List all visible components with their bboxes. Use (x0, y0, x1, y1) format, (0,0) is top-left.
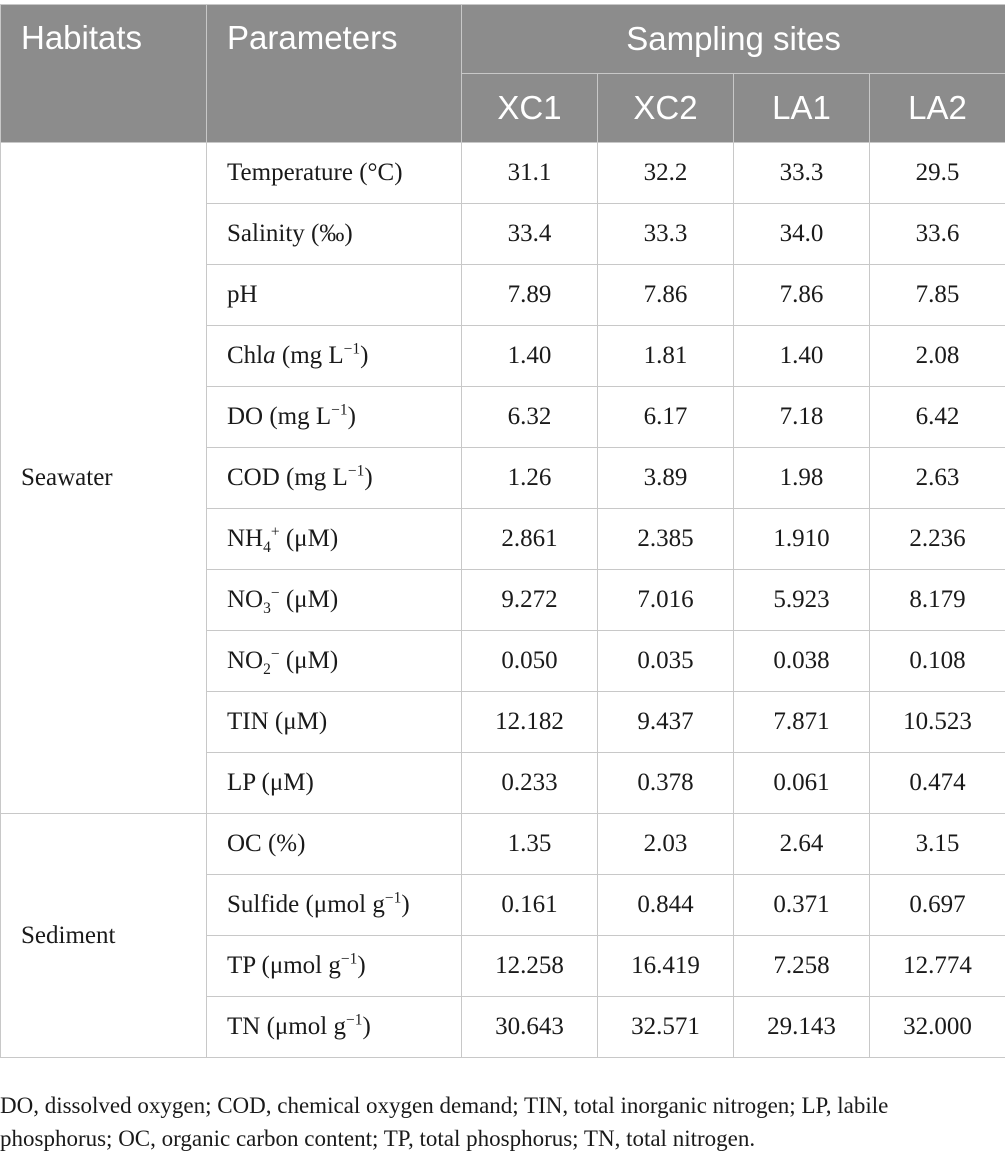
value-cell: 32.000 (870, 997, 1005, 1058)
table-row (1, 814, 1005, 875)
value-cell: 10.523 (870, 692, 1005, 753)
parameter-cell: DO (mg $L^{-1}$) (207, 387, 462, 448)
value-cell: 2.236 (870, 509, 1005, 570)
parameter-cell: TN (μmol $g^{-1}$) (207, 997, 462, 1058)
value-cell: 30.643 (462, 997, 598, 1058)
value-cell: 31.1 (462, 143, 598, 204)
value-cell: 2.861 (462, 509, 598, 570)
value-cell: 7.258 (734, 936, 870, 997)
header-row-1 (1, 5, 1005, 74)
table-footnote: DO, dissolved oxygen; COD, chemical oxygen demand; TIN, total inorganic nitrogen; LP, labile phosphorus; OC, organic carbon content; TP, total phosphorus; TN, total nitrogen. (0, 1093, 889, 1151)
value-cell: 9.272 (462, 570, 598, 631)
parameter-cell: Salinity (‰) (207, 204, 462, 265)
value-cell: 0.233 (462, 753, 598, 814)
value-cell: 6.32 (462, 387, 598, 448)
value-cell: 7.89 (462, 265, 598, 326)
value-cell: 0.035 (598, 631, 734, 692)
table-body (1, 143, 1005, 1058)
value-cell: 2.385 (598, 509, 734, 570)
value-cell: 2.03 (598, 814, 734, 875)
parameter-cell: TIN (μM) (207, 692, 462, 753)
value-cell: 3.15 (870, 814, 1005, 875)
value-cell: 7.016 (598, 570, 734, 631)
value-cell: 3.89 (598, 448, 734, 509)
value-cell: 1.35 (462, 814, 598, 875)
parameter-cell: Sulfide (μmol $g^{-1}$) (207, 875, 462, 936)
site-header: XC1 (462, 74, 598, 143)
value-cell: 33.3 (734, 143, 870, 204)
value-cell: 33.6 (870, 204, 1005, 265)
value-cell: 6.17 (598, 387, 734, 448)
table-row (1, 143, 1005, 204)
value-cell: 1.26 (462, 448, 598, 509)
value-cell: 0.061 (734, 753, 870, 814)
value-cell: 6.42 (870, 387, 1005, 448)
value-cell: 0.378 (598, 753, 734, 814)
parameters-header: Parameters (207, 5, 462, 143)
sampling-sites-header: Sampling sites (462, 5, 1005, 74)
value-cell: 0.844 (598, 875, 734, 936)
value-cell: 2.08 (870, 326, 1005, 387)
value-cell: 1.81 (598, 326, 734, 387)
parameter-cell: OC (%) (207, 814, 462, 875)
value-cell: 33.4 (462, 204, 598, 265)
value-cell: 34.0 (734, 204, 870, 265)
value-cell: 7.86 (598, 265, 734, 326)
table-header (1, 5, 1005, 143)
value-cell: 29.5 (870, 143, 1005, 204)
value-cell: 5.923 (734, 570, 870, 631)
site-header: XC2 (598, 74, 734, 143)
value-cell: 1.40 (734, 326, 870, 387)
value-cell: 2.64 (734, 814, 870, 875)
value-cell: 0.161 (462, 875, 598, 936)
value-cell: 7.86 (734, 265, 870, 326)
habitat-cell: Seawater (1, 143, 207, 814)
value-cell: 2.63 (870, 448, 1005, 509)
value-cell: 1.910 (734, 509, 870, 570)
parameter-cell: Chla (mg $L^{-1}$) (207, 326, 462, 387)
value-cell: 0.050 (462, 631, 598, 692)
value-cell: 7.85 (870, 265, 1005, 326)
value-cell: 0.371 (734, 875, 870, 936)
value-cell: 12.182 (462, 692, 598, 753)
site-header: LA2 (870, 74, 1005, 143)
value-cell: 12.258 (462, 936, 598, 997)
value-cell: 7.18 (734, 387, 870, 448)
parameters-table (0, 4, 1005, 1058)
value-cell: 12.774 (870, 936, 1005, 997)
habitat-cell: Sediment (1, 814, 207, 1058)
habitats-header: Habitats (1, 5, 207, 143)
value-cell: 7.871 (734, 692, 870, 753)
parameter-cell: $NO_2^-$ (μM) (207, 631, 462, 692)
value-cell: 1.98 (734, 448, 870, 509)
value-cell: 0.474 (870, 753, 1005, 814)
value-cell: 0.108 (870, 631, 1005, 692)
value-cell: 33.3 (598, 204, 734, 265)
value-cell: 29.143 (734, 997, 870, 1058)
value-cell: 32.571 (598, 997, 734, 1058)
parameter-cell: TP (μmol $g^{-1}$) (207, 936, 462, 997)
parameter-cell: Temperature (°C) (207, 143, 462, 204)
site-header: LA1 (734, 74, 870, 143)
value-cell: 1.40 (462, 326, 598, 387)
parameter-cell: LP (μM) (207, 753, 462, 814)
value-cell: 0.697 (870, 875, 1005, 936)
parameter-cell: COD (mg $L^{-1}$) (207, 448, 462, 509)
value-cell: 9.437 (598, 692, 734, 753)
value-cell: 32.2 (598, 143, 734, 204)
parameter-cell: $NO_3^-$ (μM) (207, 570, 462, 631)
value-cell: 0.038 (734, 631, 870, 692)
parameter-cell: $NH_4^+$ (μM) (207, 509, 462, 570)
value-cell: 16.419 (598, 936, 734, 997)
value-cell: 8.179 (870, 570, 1005, 631)
parameter-cell: pH (207, 265, 462, 326)
